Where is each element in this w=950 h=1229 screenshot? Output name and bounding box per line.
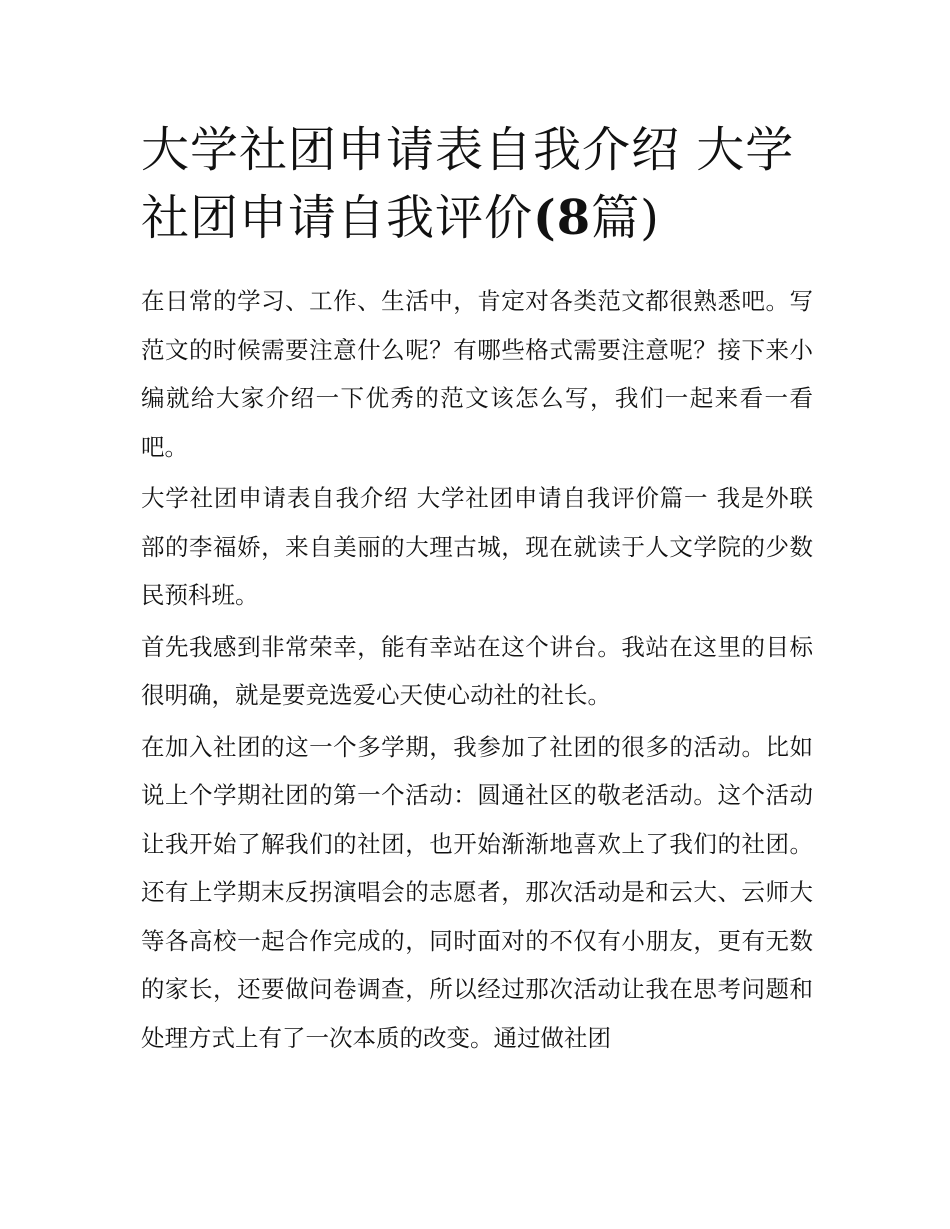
intro-paragraph: 在日常的学习、工作、生活中，肯定对各类范文都很熟悉吧。写范文的时候需要注意什么呢？有哪些格式需要注意呢？接下来小编就给大家介绍一下优秀的范文该怎么写，我们一起来看一看吧。 [141,287,813,461]
title-text-main: 大学社团申请表自我介绍 大学社团申请自我评价 [141,122,795,246]
activities-paragraph: 在加入社团的这一个多学期，我参加了社团的很多的活动。比如说上个学期社团的第一个活动：圆通社区的敬老活动。这个活动让我开始了解我们的社团，也开始渐渐地喜欢上了我们的社团。还有上学期末反拐演唱会的志愿者，那次活动是和云大、云师大等各高校一起合作完成的，同时面对的不仅有小朋友，更有无数的家长，还要做问卷调查，所以经过那次活动让我在思考问题和处理方式上有了一次本质的改变。通过做社团 [141,732,813,1052]
document-body [141,277,813,1065]
title-suffix: 篇) [591,190,660,246]
goal-paragraph: 首先我感到非常荣幸，能有幸站在这个讲台。我站在这里的目标很明确，就是要竞选爱心天使心动社的社长。 [141,632,813,709]
title-count: (8 [533,190,592,246]
self-intro-paragraph: 大学社团申请表自我介绍 大学社团申请自我评价篇一 我是外联部的李福娇，来自美丽的大理古城，现在就读于人文学院的少数民预科班。 [141,484,813,609]
document-title [141,116,821,252]
